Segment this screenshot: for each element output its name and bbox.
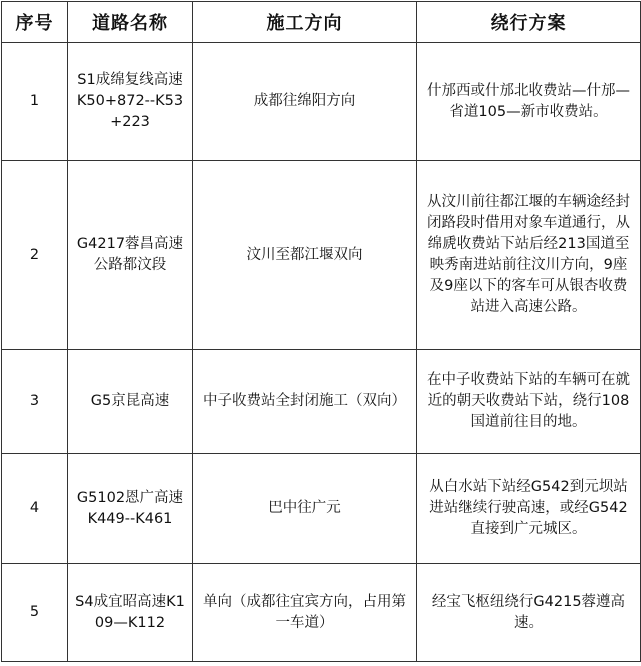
header-road-name: 道路名称 [68,2,193,43]
header-detour-plan: 绕行方案 [417,2,641,43]
cell-detour-plan: 从白水站下站经G542到元坝站进站继续行驶高速，或经G542直接到广元城区。 [417,454,641,564]
table-row [2,454,641,564]
cell-direction: 成都往绵阳方向 [193,43,417,161]
header-seq: 序号 [2,2,68,43]
table-row [2,350,641,454]
cell-seq: 1 [2,43,68,161]
cell-seq: 2 [2,161,68,350]
header-construction-direction: 施工方向 [193,2,417,43]
road-construction-table [1,1,641,662]
cell-seq: 5 [2,564,68,662]
cell-road-name: G5102恩广高速K449--K461 [68,454,193,564]
cell-direction: 单向（成都往宜宾方向，占用第一车道） [193,564,417,662]
cell-direction: 中子收费站全封闭施工（双向） [193,350,417,454]
table-row [2,161,641,350]
cell-direction: 巴中往广元 [193,454,417,564]
table-row [2,43,641,161]
cell-direction: 汶川至都江堰双向 [193,161,417,350]
cell-detour-plan: 在中子收费站下站的车辆可在就近的朝天收费站下站，绕行108国道前往目的地。 [417,350,641,454]
cell-road-name: G4217蓉昌高速公路都汶段 [68,161,193,350]
cell-road-name: S4成宜昭高速K109—K112 [68,564,193,662]
table-row [2,564,641,662]
header-row [2,2,641,43]
cell-seq: 4 [2,454,68,564]
cell-detour-plan: 从汶川前往都江堰的车辆途经封闭路段时借用对象车道通行，从绵虒收费站下站后经213国道至映秀南进站前往汶川方向，9座及9座以下的客车可从银杏收费站进入高速公路。 [417,161,641,350]
cell-detour-plan: 经宝飞枢纽绕行G4215蓉遵高速。 [417,564,641,662]
cell-road-name: S1成绵复线高速K50+872--K53+223 [68,43,193,161]
cell-road-name: G5京昆高速 [68,350,193,454]
cell-seq: 3 [2,350,68,454]
cell-detour-plan: 什邡西或什邡北收费站—什邡—省道105—新市收费站。 [417,43,641,161]
